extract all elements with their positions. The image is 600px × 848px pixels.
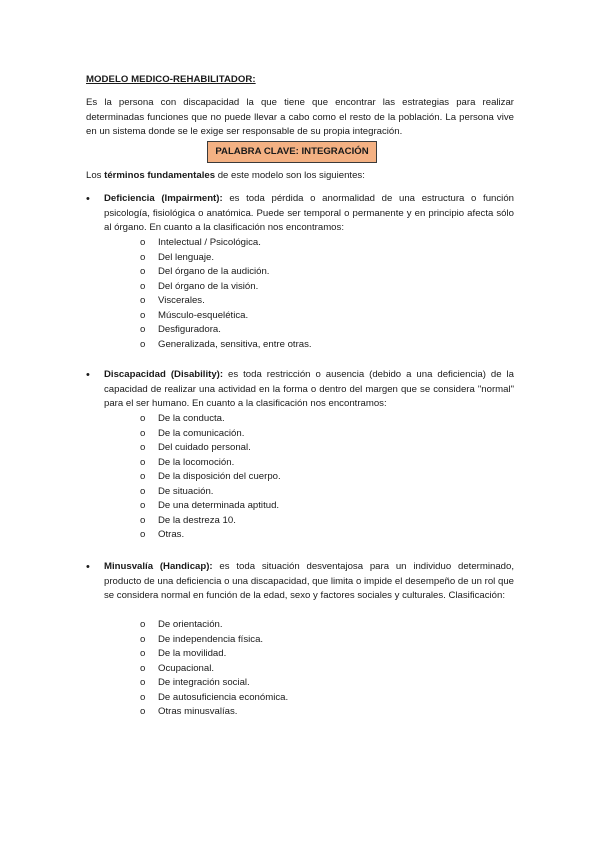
sub-bullet-icon: o xyxy=(140,633,146,645)
list-item-label: De independencia física. xyxy=(158,633,264,645)
list-item xyxy=(140,499,281,514)
sub-bullet-icon: o xyxy=(140,442,146,453)
list-item xyxy=(140,412,281,427)
bullet-icon: • xyxy=(86,369,90,381)
sub-bullet-icon: o xyxy=(140,427,146,439)
list-item-label: Ocupacional. xyxy=(158,662,214,674)
intro-paragraph: Es la persona con discapacidad la que tiene que encontrar las estrategias para realizar determinadas funciones que no puede llevar a cabo como el resto de la población. La persona vive en un sistema donde se le exige ser responsable de su propia integración. xyxy=(86,97,514,137)
sub-bullet-icon: o xyxy=(140,413,146,424)
list-item-label: De la destreza 10. xyxy=(158,514,236,526)
list-item xyxy=(140,338,312,353)
sub-bullet-icon: o xyxy=(140,500,146,511)
sub-bullet-icon: o xyxy=(140,514,146,526)
sub-bullet-icon: o xyxy=(140,529,146,540)
list-item xyxy=(140,470,281,485)
list-item-label: De la conducta. xyxy=(158,413,225,424)
section-term: Discapacidad (Disability): xyxy=(104,369,224,380)
list-item-label: Otras. xyxy=(158,529,185,540)
list-item xyxy=(140,456,281,471)
bullet-icon: • xyxy=(86,193,90,205)
sub-bullet-icon: o xyxy=(140,456,146,468)
list-item-label: Otras minusvalías. xyxy=(158,706,238,717)
list-item-label: De integración social. xyxy=(158,677,250,688)
list-item xyxy=(140,294,312,309)
sub-bullet-icon: o xyxy=(140,706,146,717)
sub-bullet-icon: o xyxy=(140,485,146,497)
list-item-label: De orientación. xyxy=(158,619,223,630)
list-item-label: Músculo-esquelética. xyxy=(158,309,249,321)
sub-bullet-icon: o xyxy=(140,338,146,350)
list-item-label: Del órgano de la visión. xyxy=(158,280,259,292)
sub-bullet-icon: o xyxy=(140,280,146,292)
list-item xyxy=(140,265,312,280)
list-item xyxy=(140,528,281,543)
list-item xyxy=(140,514,281,529)
list-item-label: Intelectual / Psicológica. xyxy=(158,237,261,248)
sub-bullet-icon: o xyxy=(140,662,146,674)
list-item xyxy=(140,618,288,633)
keyword-box: PALABRA CLAVE: INTEGRACIÓN xyxy=(207,141,377,163)
section-description: es toda pérdida o anormalidad de una estructura o función psicología, fisiológica o anatómica. Puede ser temporal o permanente y en principio afecta sólo al órgano. En cuanto a la clasificación nos encontramos: xyxy=(104,193,514,233)
list-item xyxy=(140,309,312,324)
sub-bullet-icon: o xyxy=(140,266,146,277)
sub-bullet-icon: o xyxy=(140,619,146,630)
sub-bullet-icon: o xyxy=(140,309,146,321)
list-item-label: Del órgano de la audición. xyxy=(158,266,270,277)
section-text xyxy=(104,560,514,604)
list-item xyxy=(140,280,312,295)
list-item-label: Del lenguaje. xyxy=(158,251,215,263)
sub-bullet-icon: o xyxy=(140,324,146,335)
list-item-label: De la movilidad. xyxy=(158,648,227,659)
list-item-label: De la locomoción. xyxy=(158,456,235,468)
terms-intro xyxy=(86,170,365,181)
section-term: Minusvalía (Handicap): xyxy=(104,561,213,572)
list-item xyxy=(140,691,288,706)
classification-list xyxy=(140,412,281,543)
sub-bullet-icon: o xyxy=(140,471,146,482)
list-item xyxy=(140,427,281,442)
sub-bullet-icon: o xyxy=(140,251,146,263)
section-term: Deficiencia (Impairment): xyxy=(104,193,223,204)
terms-intro-suffix: de este modelo son los siguientes: xyxy=(215,170,365,181)
list-item xyxy=(140,633,288,648)
terms-intro-prefix: Los xyxy=(86,170,105,181)
section-text xyxy=(104,192,514,236)
list-item-label: Del cuidado personal. xyxy=(158,442,251,453)
section-description: es toda restricción o ausencia (debido a una deficiencia) de la capacidad de realizar una actividad en la forma o dentro del margen que se considera "normal" para el ser humano. En cuanto a la clasificación nos encontramos: xyxy=(104,369,514,409)
list-item xyxy=(140,251,312,266)
classification-list xyxy=(140,236,312,352)
document-title: MODELO MEDICO-REHABILITADOR: xyxy=(86,74,256,85)
section-description: es toda situación desventajosa para un individuo determinado, producto de una deficiencia o una discapacidad, que limita o impide el desempeño de un rol que se considera normal en función de la edad, sexo y factores sociales y culturales. Clasificación: xyxy=(104,561,514,601)
sub-bullet-icon: o xyxy=(140,691,146,703)
list-item-label: Desfiguradora. xyxy=(158,324,221,335)
list-item xyxy=(140,647,288,662)
list-item xyxy=(140,705,288,720)
sub-bullet-icon: o xyxy=(140,677,146,688)
list-item-label: Generalizada, sensitiva, entre otras. xyxy=(158,338,312,350)
list-item-label: Viscerales. xyxy=(158,295,205,306)
list-item xyxy=(140,662,288,677)
sub-bullet-icon: o xyxy=(140,295,146,306)
list-item xyxy=(140,676,288,691)
list-item xyxy=(140,236,312,251)
list-item xyxy=(140,485,281,500)
sub-bullet-icon: o xyxy=(140,648,146,659)
section-text xyxy=(104,368,514,412)
terms-intro-bold: términos fundamentales xyxy=(104,170,216,181)
list-item-label: De autosuficiencia económica. xyxy=(158,691,289,703)
list-item xyxy=(140,441,281,456)
list-item-label: De la disposición del cuerpo. xyxy=(158,471,281,482)
bullet-icon: • xyxy=(86,561,90,573)
classification-list xyxy=(140,618,288,720)
list-item-label: De la comunicación. xyxy=(158,427,245,439)
list-item-label: De una determinada aptitud. xyxy=(158,500,280,511)
list-item-label: De situación. xyxy=(158,485,214,497)
list-item xyxy=(140,323,312,338)
sub-bullet-icon: o xyxy=(140,237,146,248)
